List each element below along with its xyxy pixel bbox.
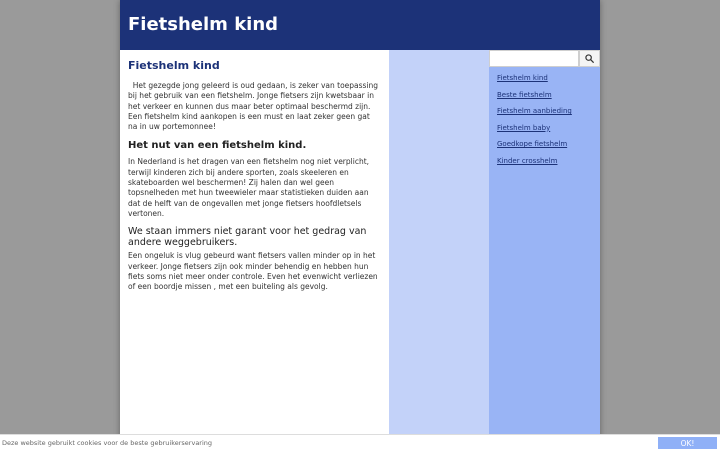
sidebar: [489, 50, 600, 434]
cookie-bar: [0, 434, 720, 450]
sidebar-link[interactable]: Goedkope fietshelm: [497, 140, 568, 148]
cookie-accept-button[interactable]: OK!: [658, 437, 717, 449]
sidebar-link[interactable]: Fietshelm kind: [497, 74, 548, 82]
search-input[interactable]: [489, 50, 579, 67]
sidebar-item-kinder-crosshelm: [497, 153, 572, 170]
cookie-text: Deze website gebruikt cookies voor de beste gebruikerservaring: [2, 439, 213, 447]
sidebar-item-beste-fietshelm: [497, 87, 572, 104]
site-title[interactable]: Fietshelm kind: [128, 14, 279, 35]
section-text-nut: In Nederland is het dragen van een fietshelm nog niet verplicht, terwijl kinderen zich bij andere sporten, zoals skeeleren en skateboarden wel beschermen! Zij halen dan wel geen topsnelheden met hun tweewieler maar statistieken duiden aan dat de helft van de ongevallen met jonge fietsers hoofdletsels vertonen.: [128, 157, 370, 218]
sidebar-link[interactable]: Beste fietshelm: [497, 90, 552, 99]
search-form: [489, 50, 600, 67]
article-intro: Het gezegde jong geleerd is oud gedaan, is zeker van toepassing bij het gebruik van een fietshelm. Jonge fietsers zijn kwetsbaar in het verkeer en kunnen dus maar beter optimaal beschermd zijn. Een fietshelm kind aankopen is een must en laat zeker geen gat na in uw portemonnee!: [128, 81, 381, 132]
middle-column: [389, 50, 489, 434]
page-container: [120, 0, 600, 450]
search-button[interactable]: [579, 50, 600, 67]
sidebar-item-fietshelm-baby: [497, 120, 572, 137]
site-header: [120, 0, 600, 50]
main-content: [120, 50, 389, 434]
sidebar-item-fietshelm-kind: [497, 70, 572, 87]
sidebar-item-goedkope-fietshelm: [497, 136, 572, 153]
article-heading: Fietshelm kind: [128, 59, 220, 72]
sidebar-link[interactable]: Kinder crosshelm: [497, 156, 558, 165]
section-heading-nut: Het nut van een fietshelm kind.: [128, 140, 307, 152]
section-text-garant: Een ongeluk is vlug gebeurd want fietsers vallen minder op in het verkeer. Jonge fietsers zijn ook minder behendig en hebben hun fiets soms niet meer onder controle. Even het evenwicht verliezen of een boordje missen , met een buiteling als gevolg.: [128, 251, 378, 292]
sidebar-item-fietshelm-aanbieding: [497, 103, 572, 120]
search-icon: [585, 54, 594, 63]
sidebar-nav: [497, 70, 572, 169]
sidebar-link[interactable]: Fietshelm aanbieding: [497, 107, 572, 115]
sidebar-link[interactable]: Fietshelm baby: [497, 123, 551, 132]
section-heading-garant: We staan immers niet garant voor het gedrag van andere weggebruikers.: [128, 226, 367, 248]
